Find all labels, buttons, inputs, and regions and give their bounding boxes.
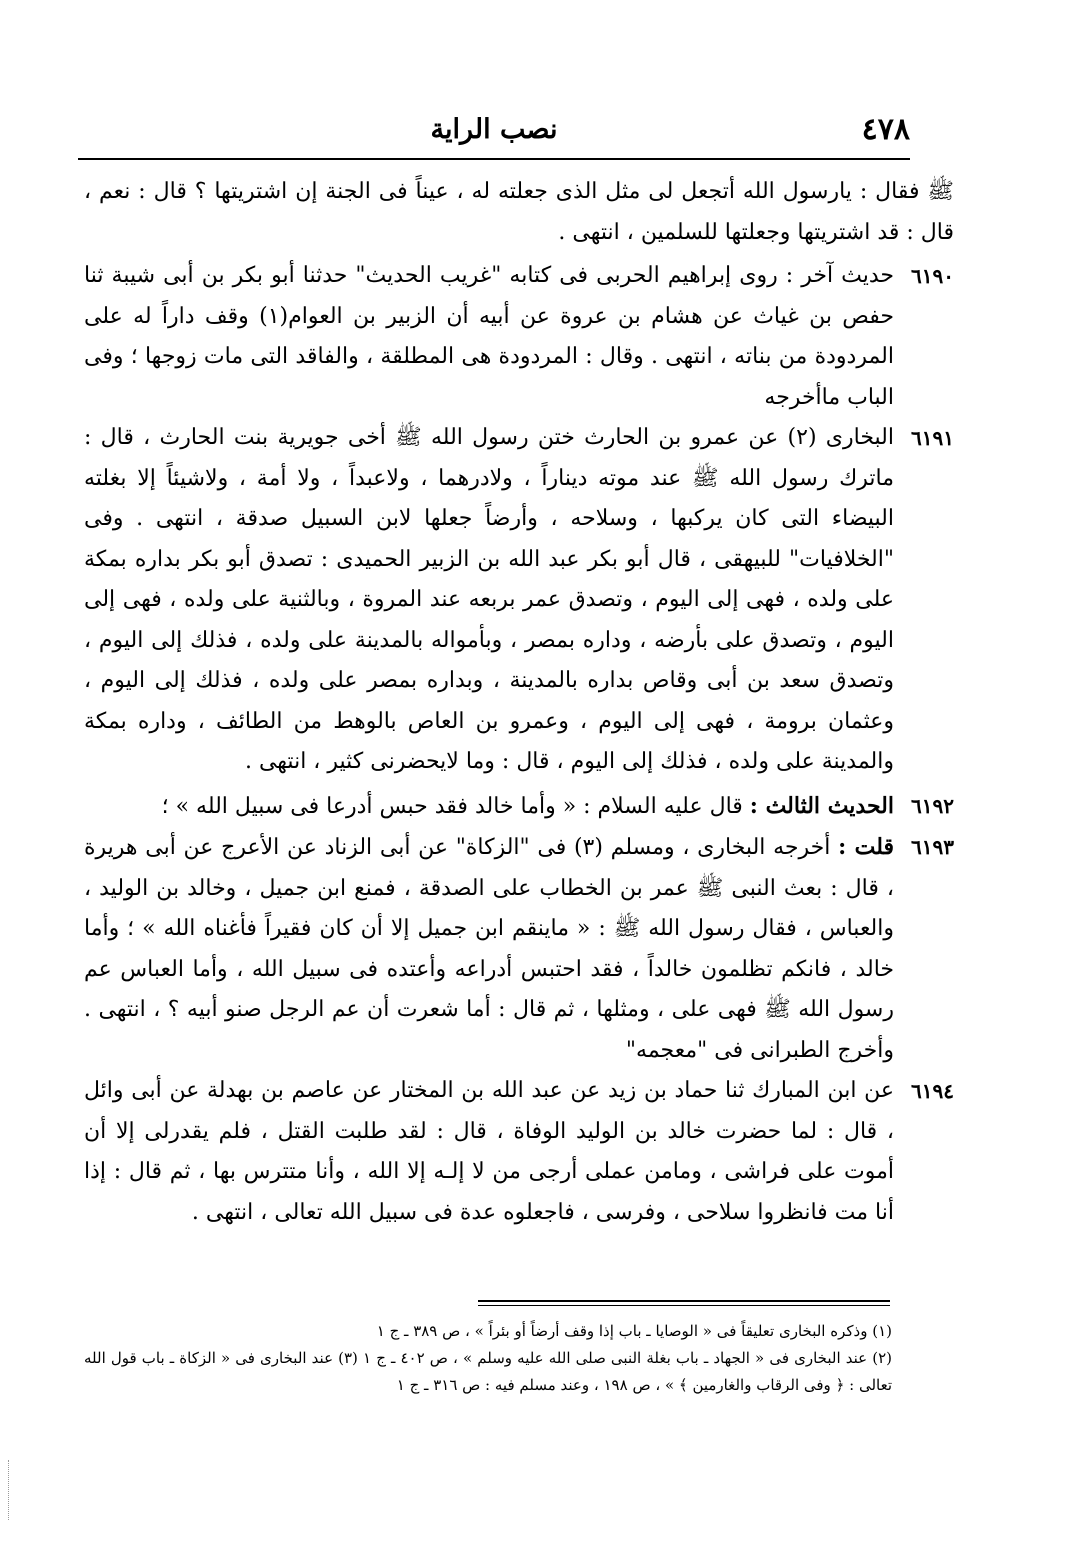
scan-edge-mark [8,1460,15,1520]
paragraph-text: ﷺ فقال : يارسول الله أتجعل لى مثل الذى جعلته له ، عيناً فى الجنة إن اشتريتها ؟ قال : نعم ، قال : قد اشتريتها وجعلتها للسلمين ، انتهى . [84,179,954,245]
footnote: (٢) عند البخارى فى « الجهاد ـ باب بغلة النبى صلى الله عليه وسلم » ، ص ٤٠٢ ـ ج ١ (٣) عند البخارى فى « الزكاة ـ باب قول الله تعالى : ﴿ وفى الرقاب والغارمين ﴾ » ، ص ١٩٨ ، وعند مسلم فيه : ص ٣١٦ ـ ج ١ [84,1349,892,1394]
hadith-number: ٦١٩٠ [911,264,954,288]
paragraph-continuation [84,172,954,253]
hadith-number: ٦١٩٤ [911,1079,954,1103]
paragraph-text: عن ابن المبارك ثنا حماد بن زيد عن عبد الله بن المختار عن عاصم بن بهدلة عن أبى وائل ، قال : لما حضرت خالد بن الوليد الوفاة ، قال : لقد طلبت القتل ، فلم يقدرلى إلا أن أموت على فراشى ، ومامن عملى أرجى من لا إلـه إلا الله ، وأنا متترس بها ، ثم قال : إذا أنا مت فانظروا سلاحى ، وفرسى ، فاجعلوه عدة فى سبيل الله تعالى ، انتهى . [84,1078,894,1225]
paragraph-text: أخرجه البخارى ، ومسلم (٣) فى "الزكاة" عن أبى الزناد عن الأعرج عن أبى هريرة ، قال : بعث النبى ﷺ عمر بن الخطاب على الصدقة ، فمنع ابن جميل ، وخالد بن الوليد ، والعباس ، فقال رسول الله ﷺ : « ماينقم ابن جميل إلا أن كان فقيراً فأغناه الله » ؛ وأما خالد ، فانكم تظلمون خالداً ، فقد احتبس أدراعه وأعتده فى سبيل الله ، وأما العباس عم رسول الله ﷺ فهى على ، ومثلها ، ثم قال : أما شعرت أن عم الرجل صنو أبيه ؟ ، انتهى . وأخرج الطبرانى فى "معجمه" [84,835,894,1063]
footnotes [84,1318,892,1399]
main-text [84,172,954,1233]
paragraph-text: البخارى (٢) عن عمرو بن الحارث ختن رسول الله ﷺ أخى جويرية بنت الحارث ، قال : ماترك رسول الله ﷺ عند موته ديناراً ، ولادرهما ، ولاعبداً ، ولا أمة ، ولاشيئاً إلا بغلته البيضاء التى كان يركبها ، وسلاحه ، وأرضاً جعلها لابن السبيل صدقة ، انتهى . وفى "الخلافيات" للبيهقى ، قال أبو بكر عبد الله بن الزبير الحميدى : تصدق أبو بكر بداره بمكة على ولده ، فهى إلى اليوم ، وتصدق عمر بربعه عند المروة ، وبالثنية على ولده ، فهى إلى اليوم ، وتصدق على بأرضه ، وداره بمصر ، وبأمواله بالمدينة على ولده ، فذلك إلى اليوم ، وتصدق سعد بن أبى وقاص بداره بالمدينة ، وبداره بمصر على ولده ، فذلك إلى اليوم ، وعثمان برومة ، فهى إلى اليوم ، وعمرو بن العاص بالوهط من الطائف ، وداره بمكة والمدينة على ولده ، فذلك إلى اليوم ، قال : وما لايحضرنى كثير ، انتهى . [84,425,894,774]
paragraph-lead: قلت : [838,834,895,860]
hadith-paragraph [84,418,954,783]
hadith-paragraph [84,786,954,828]
footnote-rule [478,1300,890,1302]
hadith-paragraph [84,827,954,1071]
hadith-paragraph [84,256,954,418]
page-header [78,108,910,158]
paragraph-text: قال عليه السلام : « وأما خالد فقد حبس أدرعا فى سبيل الله » ؛ [161,793,743,819]
paragraph-text: حديث آخر : روى إبراهيم الحربى فى كتابه "غريب الحديث" حدثنا أبو بكر بن أبى شيبة ثنا حفص بن غياث عن هشام بن عروة عن أبيه أن الزبير بن العوام(١) وقف داراً له على المردودة من بناته ، انتهى . وقال : المردودة هى المطلقة ، والفاقد التى مات زوجها ؛ وفى الباب ماأخرجه [84,263,894,410]
header-rule [78,158,910,160]
hadith-number: ٦١٩٢ [911,793,954,818]
running-title: نصب الراية [430,114,558,145]
hadith-number: ٦١٩٣ [911,835,954,859]
footnote-rule-thin [478,1305,890,1306]
hadith-paragraph [84,1071,954,1233]
page-number: ٤٧٨ [861,112,910,147]
hadith-number: ٦١٩١ [911,426,954,450]
section-heading: الحديث الثالث : [749,792,894,819]
footnote: (١) وذكره البخارى تعليقاً فى « الوصايا ـ باب إذا وقف أرضاً أو بئراً » ، ص ٣٨٩ ـ ج ١ [376,1322,892,1340]
